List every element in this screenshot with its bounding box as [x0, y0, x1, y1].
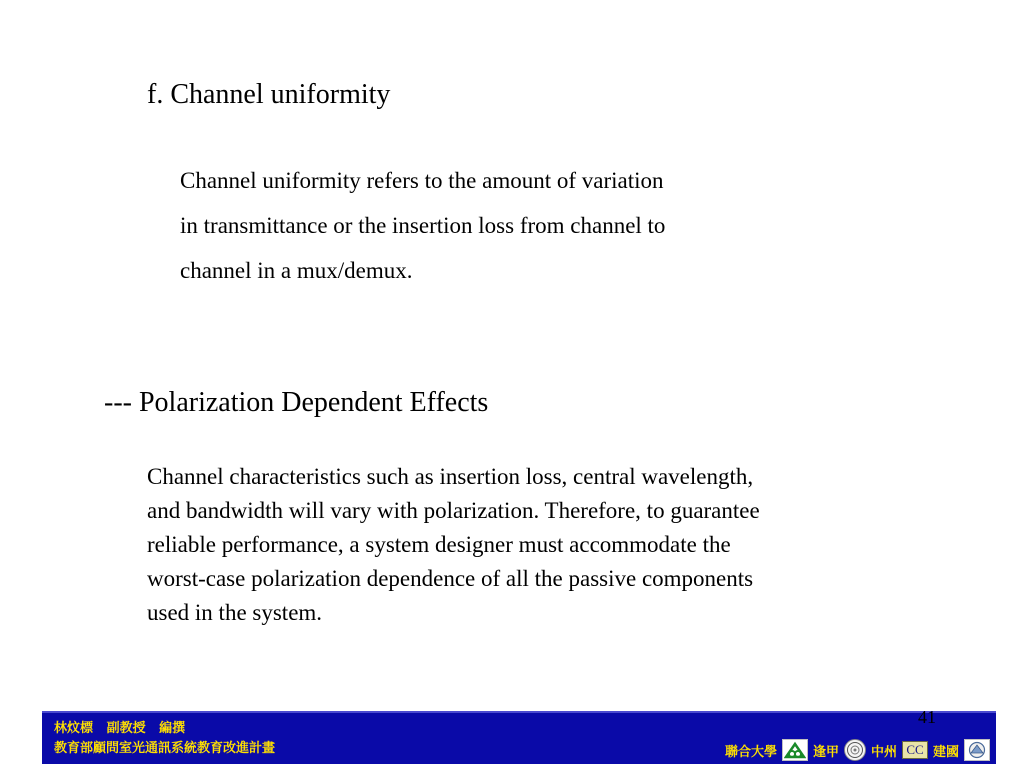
- section-heading-polarization: --- Polarization Dependent Effects: [104, 387, 489, 418]
- lianhe-logo-icon: [782, 739, 808, 761]
- polarization-paragraph: [147, 460, 760, 630]
- fengjia-seal-icon: [844, 739, 866, 761]
- paragraph-line: worst-case polarization dependence of all the passive components: [147, 566, 754, 591]
- section-heading-channel-uniformity: f. Channel uniformity: [147, 79, 391, 110]
- partner-jianguo: 建國: [932, 744, 959, 760]
- partner-zhongzhou: 中州: [870, 744, 897, 760]
- page-number: 41: [918, 707, 936, 727]
- partner-lianhe: 聯合大學: [724, 744, 777, 760]
- paragraph-line: reliable performance, a system designer must accommodate the: [147, 532, 731, 557]
- paragraph-line: used in the system.: [147, 600, 323, 625]
- paragraph-line: Channel uniformity refers to the amount of variation: [180, 168, 664, 193]
- partner-schools: [725, 739, 990, 761]
- paragraph-line: Channel characteristics such as insertion loss, central wavelength,: [147, 464, 754, 489]
- jianguo-logo-icon: [964, 739, 990, 761]
- paragraph-line: and bandwidth will vary with polarization. Therefore, to guarantee: [147, 498, 760, 523]
- paragraph-line: in transmittance or the insertion loss from channel to: [180, 213, 666, 238]
- footer-bar: [42, 707, 996, 764]
- cc-logo-icon: CC: [902, 741, 928, 759]
- author-credit: 林炆標 副教授 編撰: [54, 721, 186, 736]
- footer-credits: [54, 719, 275, 759]
- channel-uniformity-paragraph: [180, 158, 665, 293]
- partner-fengjia: 逢甲: [812, 744, 839, 760]
- paragraph-line: channel in a mux/demux.: [180, 258, 413, 283]
- program-name: 教育部顧問室光通訊系統教育改進計畫: [54, 741, 276, 756]
